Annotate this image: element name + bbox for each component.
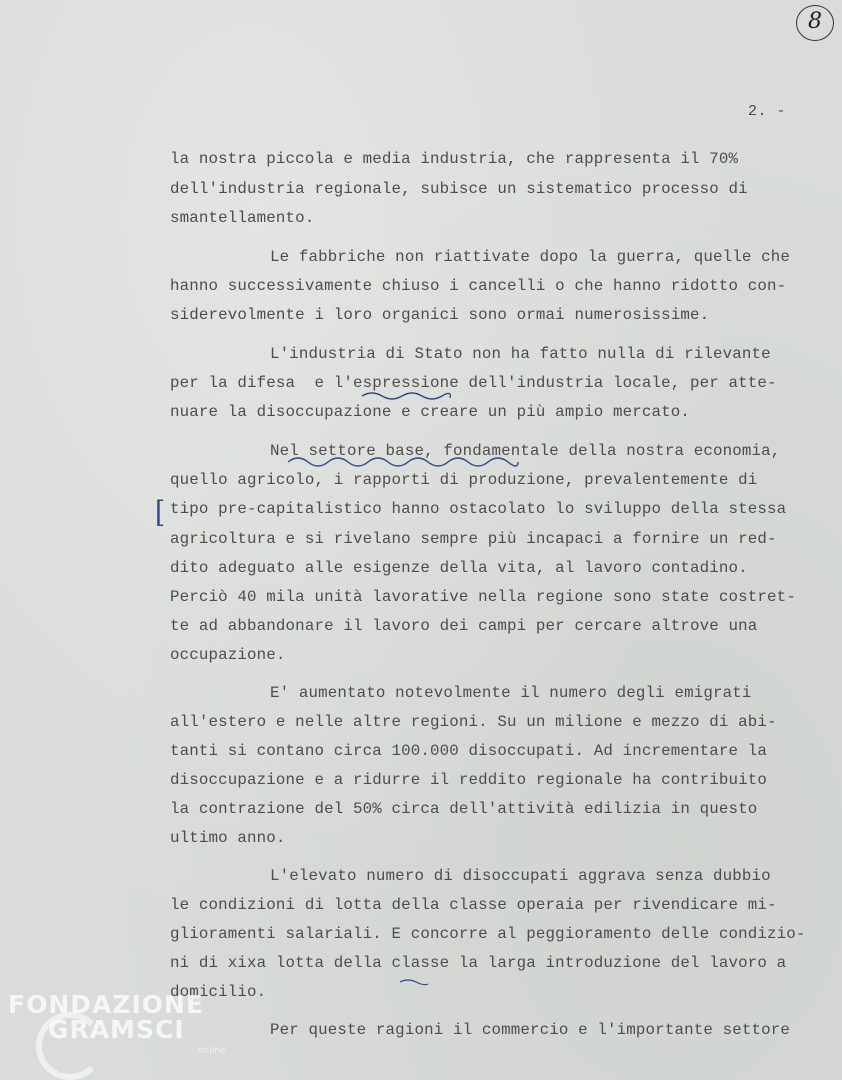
margin-bracket-annotation: [ [155, 495, 166, 531]
text-line: dell'industria regionale, subisce un sistematico processo di [170, 180, 748, 198]
watermark-logo [8, 990, 226, 1056]
text-line: nuare la disoccupazione e creare un più ampio mercato. [170, 403, 691, 421]
text-line: siderevolmente i loro organici sono ormai numerosissime. [170, 306, 710, 324]
wavy-underline-settore-base [288, 458, 518, 466]
text-line: Perciò 40 mila unità lavorative nella regione sono state costret- [170, 588, 796, 606]
text-line: ultimo anno. [170, 829, 286, 847]
text-line: quello agricolo, i rapporti di produzione, prevalentemente di [170, 471, 758, 489]
text-line: per la difesa e l'espressione dell'industria locale, per atte- [170, 374, 777, 392]
text-line: tipo pre-capitalistico hanno ostacolato lo sviluppo della stessa [170, 500, 787, 518]
text-line: le condizioni di lotta della classe operaia per rivendicare mi- [170, 896, 777, 914]
text-line: disoccupazione e a ridurre il reddito regionale ha contribuito [170, 771, 768, 789]
watermark-line1: FONDAZIONE [8, 990, 205, 1019]
text-line: all'estero e nelle altre regioni. Su un milione e mezzo di abi- [170, 713, 777, 731]
text-line: hanno successivamente chiuso i cancelli o che hanno ridotto con- [170, 277, 787, 295]
text-line: occupazione. [170, 646, 286, 664]
text-line: la nostra piccola e media industria, che rappresenta il 70% [170, 150, 739, 168]
text-line: L'elevato numero di disoccupati aggrava senza dubbio [270, 867, 771, 885]
watermark-line2: GRAMSCI [48, 1015, 185, 1044]
text-line: domicilio. [170, 983, 267, 1001]
text-line: Per queste ragioni il commercio e l'importante settore [270, 1021, 791, 1039]
page-number: 2. - [748, 103, 787, 120]
text-line: tanti si contano circa 100.000 disoccupati. Ad incrementare la [170, 742, 768, 760]
text-line: E' aumentato notevolmente il numero degli emigrati [270, 684, 752, 702]
pen-mark [400, 980, 428, 985]
text-line: la contrazione del 50% circa dell'attività edilizia in questo [170, 800, 758, 818]
watermark-line3: online [198, 1046, 226, 1056]
watermark-g-icon [36, 1012, 104, 1080]
archive-page-number-circle: 8 [796, 5, 834, 41]
text-line: smantellamento. [170, 209, 315, 227]
text-line: agricoltura e si rivelano sempre più incapaci a fornire un red- [170, 530, 777, 548]
text-line: L'industria di Stato non ha fatto nulla di rilevante [270, 345, 771, 363]
wavy-underline-espressione [362, 393, 450, 399]
text-line: ni di xixa lotta della classe la larga introduzione del lavoro a [170, 954, 787, 972]
text-line: glioramenti salariali. E concorre al peggioramento delle condizio- [170, 925, 806, 943]
text-line: Le fabbriche non riattivate dopo la guerra, quelle che [270, 248, 791, 266]
text-line: Nel settore base, fondamentale della nostra economia, [270, 442, 781, 460]
text-line: dito adeguato alle esigenze della vita, al lavoro contadino. [170, 559, 748, 577]
text-line: te ad abbandonare il lavoro dei campi per cercare altrove una [170, 617, 758, 635]
